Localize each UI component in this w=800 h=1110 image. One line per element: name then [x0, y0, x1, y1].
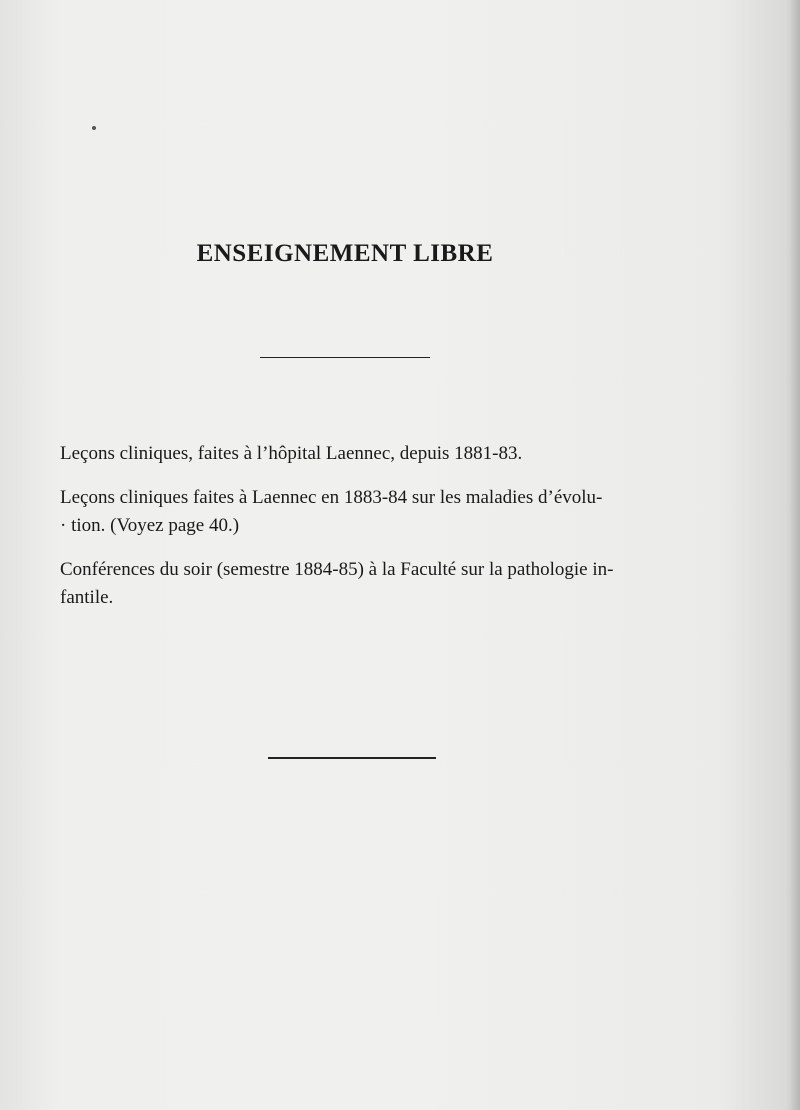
entry-text: Leçons cliniques faites à Laennec en 1883-84 sur les maladies d’évolu- [60, 487, 603, 508]
paper-speck [92, 126, 96, 130]
entry-lecons-cliniques-1881 [60, 440, 645, 468]
closing-rule [268, 757, 436, 759]
entries-list [60, 440, 645, 628]
entry-text: Leçons cliniques, faites à l’hôpital Laennec, depuis 1881-83. [60, 443, 523, 464]
title-separator-rule [260, 357, 430, 358]
entry-conferences-du-soir [60, 556, 645, 612]
page-edge-shadow [786, 0, 800, 1110]
entry-text: Conférences du soir (semestre 1884-85) à la Faculté sur la pathologie in- [60, 559, 614, 580]
entry-continuation: · tion. (Voyez page 40.) [60, 515, 240, 536]
entry-lecons-cliniques-1883 [60, 484, 645, 540]
entry-continuation: fantile. [60, 587, 114, 608]
page-title: ENSEIGNEMENT LIBRE [196, 240, 494, 267]
